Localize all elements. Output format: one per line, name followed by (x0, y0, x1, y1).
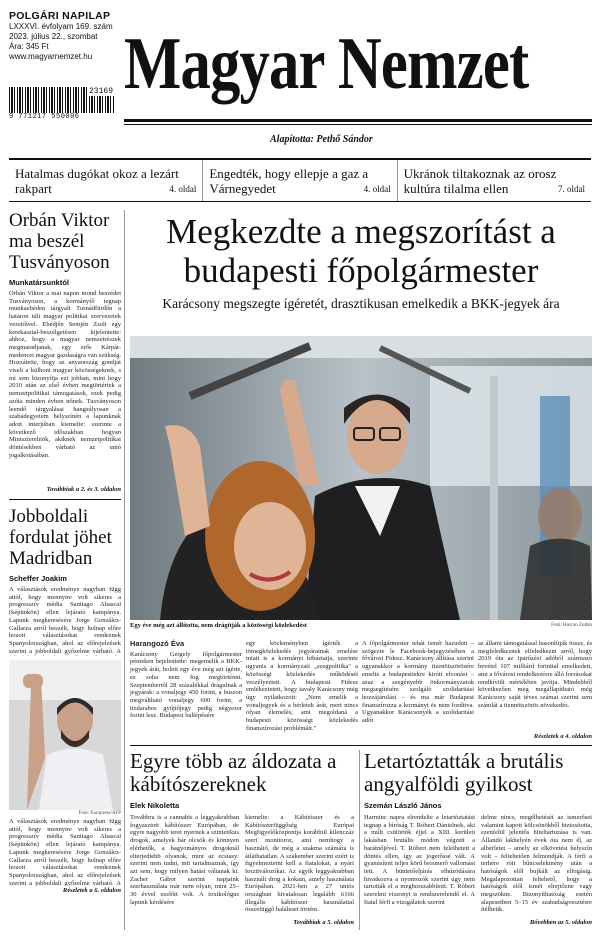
drug-story (130, 750, 354, 926)
photo-credit: Fotó: Europress/AFP (78, 811, 121, 816)
date: 2023. július 22., szombat (9, 32, 98, 41)
article-text: A főpolgármester tehát ismét hazudott – szögezte le Facebook-bejegyzésében a fővárosi Fidesz. Karácsony állítása szerint ugyanakkor a kormány tizenötszörösére emelte a budapestiekre kirótt elvonást – azaz a szegényebb önkormányzatok megsegítésére szolgáló szolidaritási hozzájárulást – és ma már Budapest finanszírozza a kormányt és nem fordítva. Ugyanakkor Karácsonyék a szolidaritási adót (362, 640, 474, 725)
main-photo-illustration (130, 336, 592, 620)
byline: Harangozó Éva (130, 639, 185, 648)
barcode-number: 9 771217 550006 (9, 113, 115, 121)
main-story-header (130, 212, 592, 312)
article-body: Orbán Viktor a mai napon mond beszédet Tusványoson, a kormányfő tegnap munkaebéden tárgyalt Tusnádfürdőn a határon túli magyar politikai szervezetek vezetőivel. Ebédjén Semjén Zsolt egy kerekasztal-beszélgetésen kijelentette: ahhoz, hogy a magyar nemzetrészek megmaradjanak, egy erős Kárpát-medencei magyar gazdaságra van szükség. Hozzátette, hogy az anyaország gondját viseli a külhoni magyar közösségeknek, s mi sem bizonyítja ezt jobban, mint hogy 2010 után az első évben megtörtértek a nemzetpolitikai támogatások, ezek pedig azóta minden évben nőnek. Tusványoson leendő tárgyalásai hangsúlyosan a szabadegyetem helyszínén a lapunknak adott interjúban kiemelte: szerinte a következő időszakban hogyan Miniszterelnök, akiknek nemzetpolitikai döntésekben várható az unió jogalkotásában. (9, 290, 121, 459)
teaser-text: Ukránok tiltakoznak az orosz kultúra tilalma ellen (403, 166, 557, 196)
left-column (9, 210, 121, 894)
article-text: Továbbra is a cannabis a leggyakrabban fogyasztott kábítószer Európában, de egyre nagyobb teret nyernek a szintetikus drogok, amelyek bár olcsók és könnyen elérhetők, a hagyományos drogoknál elterjedtebb olyanok, mint az ecstasy: szerint nem tudni, mit tartalmaznak, így azt sem, hogy milyen hatást váltanak ki. Zacher Gábor szerint napjaink szerhasználata már nem olyan, mint 25–30 évvel ezelőtt volt. A toxikológus lapunk kérdésére (130, 814, 239, 906)
article-text: kiemelte: a Kábítószer és a Kábítószerfüggőség Európai Megfigyelőközpontja korábbiil kilenczáz szert monitoroz, ami nemhogy a hasznáió, de még a szakma számára is átláthatatlan. A szakember szerint ezért is figyelmeztetni kell a fiatalokat, a nyári fesztiválozókat. Az egyik leggyakrabban használt drog a kokain, amely használata Európában. 2021-ben a 27 uniós országban hivatalosan legalább 6166 illegális kábítószer használattal összefüggő haláleset történt. (245, 814, 354, 914)
article-text: delme nincs, megélhetését az ismerősei valamint kapott kölcsönökből biztosította, ezenfelül jelentős hiteltartozása is van. Állandó lakhelyén évek óta nem él, az albérletet – amely az elkövetési helyszín volt – feltehetően felmondják. A férfi a terhére rótt bűncselekmény után a hatóságok elől bujkált az elfogásig. Megalapozottan feltehető, hogy a hatóságok elől ismét elrejtőzne vagy megszökne. Bizonyíthatóság esetén alapesetben 5–15 év szabadságvesztésre ítélhetik. (481, 814, 592, 914)
article-text: az állami támogatással hasonlítják össze, és megfeledkeznek elfeledkezni arról, hogy 2019 óta az iparűzési adóból származó bevétel 107 milliárd forinttal emelkedett, ami a fővárosi rendelkezésre álló forrásokat rendkívüli mértékben javítja. Mindebből következően meg megállapítható még Karácsony saját téves számai szerint sem számlát a tiennötszörös növekedés. (478, 640, 592, 709)
teaser-item[interactable] (202, 160, 396, 201)
masthead-info (9, 10, 127, 62)
article-columns (130, 814, 354, 926)
paper-type: POLGÁRI NAPILAP (9, 10, 111, 22)
main-article-col-1 (130, 640, 242, 743)
article-body-continued: A választások eredménye nagyban függ attól, hogy mennyire volt sikeres a progresszív média Santiago Abascal (képünkön) ellen lejárató kampánya. Lapunk megkeresésére Jorge González-Gallarza arról beszélt, hogy holnap előre hozott választásokat rendeznek Spanyolországban, ahol az előrejelzések szerint a jobboldali győzelme várható. A (9, 818, 121, 886)
issue-code: 23169 (89, 87, 114, 96)
newspaper-logo: Magyar Nemzet (124, 23, 529, 105)
price: Ára: 345 Ft (9, 42, 49, 51)
teaser-page: 4. oldal (169, 184, 197, 194)
masthead-rule (124, 119, 592, 122)
article-col-right (245, 814, 354, 926)
teaser-item[interactable] (397, 160, 591, 201)
murder-story (364, 750, 592, 926)
teaser-text: Hatalmas dugókat okoz a lezárt rakpart (15, 166, 179, 196)
column-divider (124, 210, 125, 930)
main-headline[interactable]: Megkezdte a megszorítást a budapesti főpolgármester (166, 212, 556, 290)
teaser-item[interactable] (9, 160, 202, 201)
divider (9, 499, 121, 500)
continued-note[interactable]: Továbbiak a 2. és 3. oldalon (46, 486, 121, 493)
section-divider (130, 745, 592, 746)
founder-line: Alapította: Pethő Sándor (270, 134, 373, 145)
main-article-col-3 (362, 640, 474, 742)
teaser-strip (9, 158, 591, 202)
article-title-orban[interactable]: Orbán Viktor ma beszél Tusványoson (9, 210, 110, 273)
continued-note[interactable]: Részletek a 6. oldalon (62, 887, 121, 894)
article-title-murder[interactable]: Letartóztatták a brutális angyalföldi gyilkost (364, 749, 564, 796)
main-article-col-2 (246, 640, 358, 742)
main-photo (130, 336, 592, 620)
teaser-text: Engedték, hogy ellepje a gaz a Várnegyedet (209, 166, 369, 196)
continued-note[interactable]: Továbbiak a 5. oldalon (293, 919, 354, 926)
photo-credit: Fotó: Havran Zoltán (551, 623, 592, 628)
column-divider (359, 750, 360, 930)
continued-note[interactable]: Bővebben az 5. oldalon (529, 919, 592, 926)
website: www.magyarnemzet.hu (9, 52, 93, 61)
byline: Elek Nikoletta (130, 801, 180, 810)
continued-note[interactable]: Részletek a 4. oldalon (533, 733, 592, 740)
main-subhead: Karácsony megszegte ígéretét, drasztikusan emelkedik a BKK-jegyek ára (162, 296, 560, 311)
byline: Munkatársunktól (9, 278, 70, 287)
byline: Szemán László János (364, 801, 442, 810)
article-text: Karácsony Gergely főpolgármester pénteken bejelentette: megemelik a BKK-jegyek árát, holott egy éve még azt ígérte, ez soha nem fog megtörténni. Szeptembertől 28 százalékkal drágulnak a jegyárak: a vonaljegy 450 forint, a buszon megváltható vonaljegy 600 forint, a tizdarabos gyűjtőjegy pedig négyezer forint lesz. Budapest ballépésére (130, 650, 242, 720)
teaser-page: 4. oldal (363, 184, 391, 194)
abascal-photo (9, 660, 121, 810)
byline: Scheffer Joakim (9, 574, 67, 583)
main-article-col-4 (478, 640, 592, 741)
article-title-madrid[interactable]: Jobboldali fordulat jöhet Madridban (9, 506, 112, 569)
article-columns (364, 814, 592, 926)
volume: LXXXVI. évfolyam 169. szám (9, 22, 113, 31)
article-text: Harminc napra elrendelte a letartóztatást tegnap a bíróság T. Róbert Dánielnek, aki a múlt csütörtök éjjel a XIII. kerületi lakásban brutális módon végzett a barátnőjével. T. Róbert nem felelhetett a döntés ellen, így az jogerőssé vált. A gyanúsított teljes körű beismerő vallomást tett. A büntetőeljárás elhúzódására hivatkozva a nyomozók szerint úgy nem tartották el a meghosszabbított. T. Róbert szerelmi viszonyt is rendszerelendő el. A fiatal férfi a vizsgálatok szerint (364, 814, 475, 906)
article-col-right (481, 814, 592, 926)
article-title-drugs[interactable]: Egyre több az áldozata a kábítószereknek (130, 749, 337, 796)
teaser-page: 7. oldal (557, 184, 585, 194)
masthead-rule-thin (124, 124, 592, 125)
article-text: egy közleményben ígérték a tömegközlekedés jegyárainak emelése miatt is a kormányt hibáztatja, szerinte ugyanis a kormányzati „szegpolitika" a közösségi közlekedés működését veszélyezteti. A budapesti Fidesz emlékeztetett, hogy tavaly Karácsony még úgy nyilatkozott: „Nem emelik a vonaljegyek és a bérletek árát, mert nincs olyan élemelés, ami megoldaná a budapesti közösségi közlekedés finanszírozási problémáit." (246, 640, 358, 732)
photo-caption: Egy éve még azt állította, nem drágítják a közösségi közlekedést (130, 622, 307, 629)
abascal-photo-illustration (9, 660, 121, 810)
article-body: A választások eredménye nagyban függ attól, hogy mennyire volt sikeres a progresszív média Santiago Abascal (képünkön) ellen lejárató kampánya. Lapunk megkeresésére Jorge González-Gallarza arról beszélt, hogy holnap előre hozott választásokat rendeznek Spanyolországban, ahol az előrejelzések szerint a jobboldali győzelme várható. A (9, 586, 121, 655)
